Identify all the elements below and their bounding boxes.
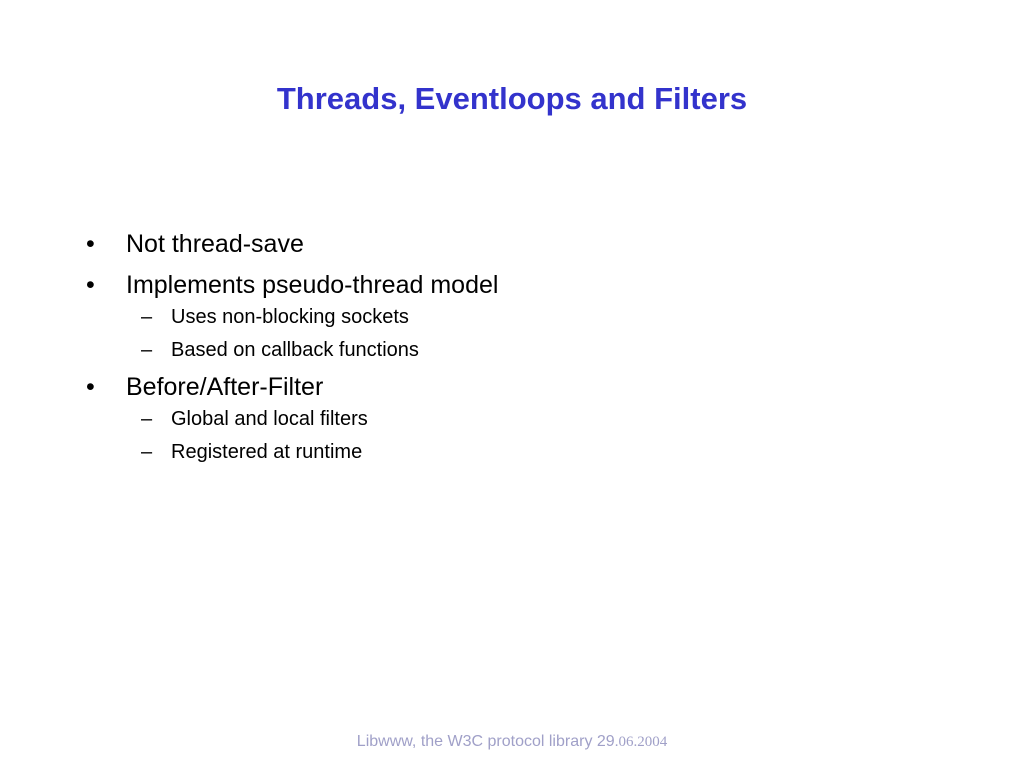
- sub-bullet-text: Registered at runtime: [171, 441, 363, 463]
- footer: [0, 731, 1024, 753]
- sub-bullet-item: [86, 304, 966, 330]
- sub-bullet-item: [86, 337, 966, 363]
- sub-bullet-marker: –: [141, 441, 153, 463]
- bullet-item: [86, 228, 966, 261]
- bullet-marker: •: [86, 373, 95, 401]
- bullet-list: [86, 228, 966, 473]
- footer-text: Libwww, the W3C protocol library 29: [356, 733, 615, 750]
- bullet-text: Implements pseudo-thread model: [126, 271, 499, 299]
- sub-bullet-marker: –: [141, 339, 153, 361]
- slide-title: Threads, Eventloops and Filters: [276, 81, 748, 116]
- bullet-text: Before/After-Filter: [126, 373, 324, 401]
- bullet-text: Not thread-save: [126, 230, 304, 258]
- sub-bullet-text: Global and local filters: [171, 408, 368, 430]
- bullet-item: [86, 371, 966, 465]
- sub-bullet-marker: –: [141, 306, 153, 328]
- sub-bullet-text: Uses non-blocking sockets: [171, 306, 409, 328]
- bullet-marker: •: [86, 271, 95, 299]
- footer-date: .06.2004: [614, 734, 668, 750]
- sub-bullet-list: [86, 304, 966, 363]
- bullet-item: [86, 269, 966, 363]
- sub-bullet-item: [86, 406, 966, 432]
- sub-bullet-list: [86, 406, 966, 465]
- sub-bullet-text: Based on callback functions: [171, 339, 419, 361]
- sub-bullet-marker: –: [141, 408, 153, 430]
- sub-bullet-item: [86, 439, 966, 465]
- bullet-marker: •: [86, 230, 95, 258]
